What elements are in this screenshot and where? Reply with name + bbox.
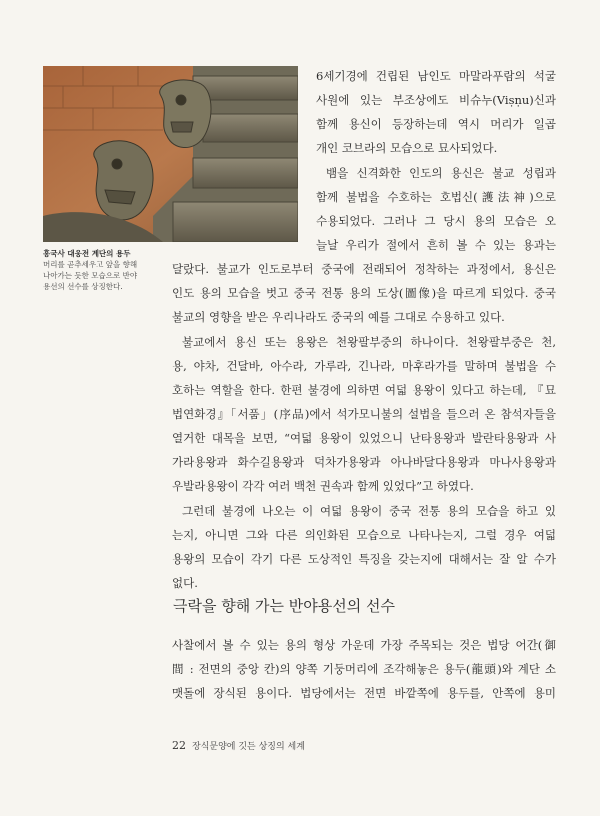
caption-title: 흥국사 대웅전 계단의 용두 bbox=[43, 249, 131, 258]
page-footer bbox=[172, 739, 305, 752]
text-line: 달랐다. 불교가 인도로부터 중국에 전래되어 정착하는 과정에서, 용신은 bbox=[172, 262, 556, 276]
text-line: 사원에 있는 부조상에도 비슈누(Viṣṇu)신과 bbox=[316, 93, 556, 107]
text-line: 맷돌에 장식된 용이다. 법당에서는 전면 바깥쪽에 용두를, 안쪽에 용미 bbox=[172, 686, 556, 700]
caption-line: 용선의 선수를 상징한다. bbox=[43, 282, 123, 291]
text-line: 호하는 역할을 한다. 한편 불경에 의하면 여덟 용왕이 있다고 하는데, 『묘 bbox=[172, 383, 556, 397]
caption-line: 나아가는 듯한 모습으로 반야 bbox=[43, 271, 138, 280]
text-line: 는지, 아니면 그와 다른 의인화된 모습으로 나타나는지, 그럴 경우 여덟 bbox=[172, 528, 556, 542]
caption-line: 머리를 곧추세우고 앞을 향해 bbox=[43, 260, 138, 269]
text-line: 불교의 영향을 받은 우리나라도 중국의 예를 그대로 수용하고 있다. bbox=[172, 310, 505, 324]
running-title: 장식문양에 깃든 상징의 세계 bbox=[192, 742, 305, 752]
text-line: 뱀을 신격화한 인도의 용신은 불교 성립과 bbox=[326, 166, 556, 180]
text-line: 그런데 불경에 나오는 이 여덟 용왕이 중국 전통 용의 모습을 하고 있 bbox=[182, 504, 556, 518]
text-line: 가라용왕과 화수길용왕과 덕차가용왕과 아나바달다용왕과 마나사용왕과 bbox=[172, 455, 556, 469]
text-line: 열거한 대목을 보면, “여덟 용왕이 있었으니 난타용왕과 발란타용왕과 사 bbox=[172, 431, 556, 445]
section-heading: 극락을 향해 가는 반야용선의 선수 bbox=[173, 597, 395, 615]
text-line: 늘날 우리가 절에서 흔히 볼 수 있는 용과는 bbox=[316, 238, 556, 252]
text-line: 인도 용의 모습을 벗고 중국 전통 용의 도상(圖像)을 따르게 되었다. 중국 bbox=[172, 286, 556, 300]
text-line: 개인 코브라의 모습으로 묘사되었다. bbox=[316, 141, 498, 155]
text-line: 불교에서 용신 또는 용왕은 천왕팔부중의 하나이다. 천왕팔부중은 천, bbox=[182, 335, 556, 349]
text-line: 수용되었다. 그러나 그 당시 용의 모습은 오 bbox=[316, 214, 556, 228]
text-line: 법연화경』「서품」(序品)에서 석가모니불의 설법을 들으러 온 참석자들을 bbox=[172, 407, 556, 421]
page-number: 22 bbox=[172, 739, 186, 752]
text-line: 함께 불법을 수호하는 호법신(護法神)으로 bbox=[316, 190, 556, 204]
text-line: 함께 용신이 등장하는데 역시 머리가 일곱 bbox=[316, 117, 556, 131]
text-line: 6세기경에 건립된 남인도 마말라푸람의 석굴 bbox=[316, 69, 556, 83]
text-line: 間 : 전면의 중앙 칸)의 양쪽 기둥머리에 조각해놓은 용두(龍頭)와 계단 소 bbox=[172, 662, 556, 676]
text-line: 없다. bbox=[172, 576, 198, 590]
text-line: 용왕의 모습이 각기 다른 도상적인 특징을 갖는지에 대해서는 잘 알 수가 bbox=[172, 552, 556, 566]
text-line: 용, 야차, 건달바, 아수라, 가루라, 긴나라, 마후라가를 말하며 불법을 수 bbox=[172, 359, 556, 373]
text-line: 사찰에서 볼 수 있는 용의 형상 가운데 가장 주목되는 것은 법당 어간(御 bbox=[172, 638, 556, 652]
text-line: 우발라용왕이 각각 여러 백천 권속과 함께 있었다”고 하였다. bbox=[172, 479, 474, 493]
